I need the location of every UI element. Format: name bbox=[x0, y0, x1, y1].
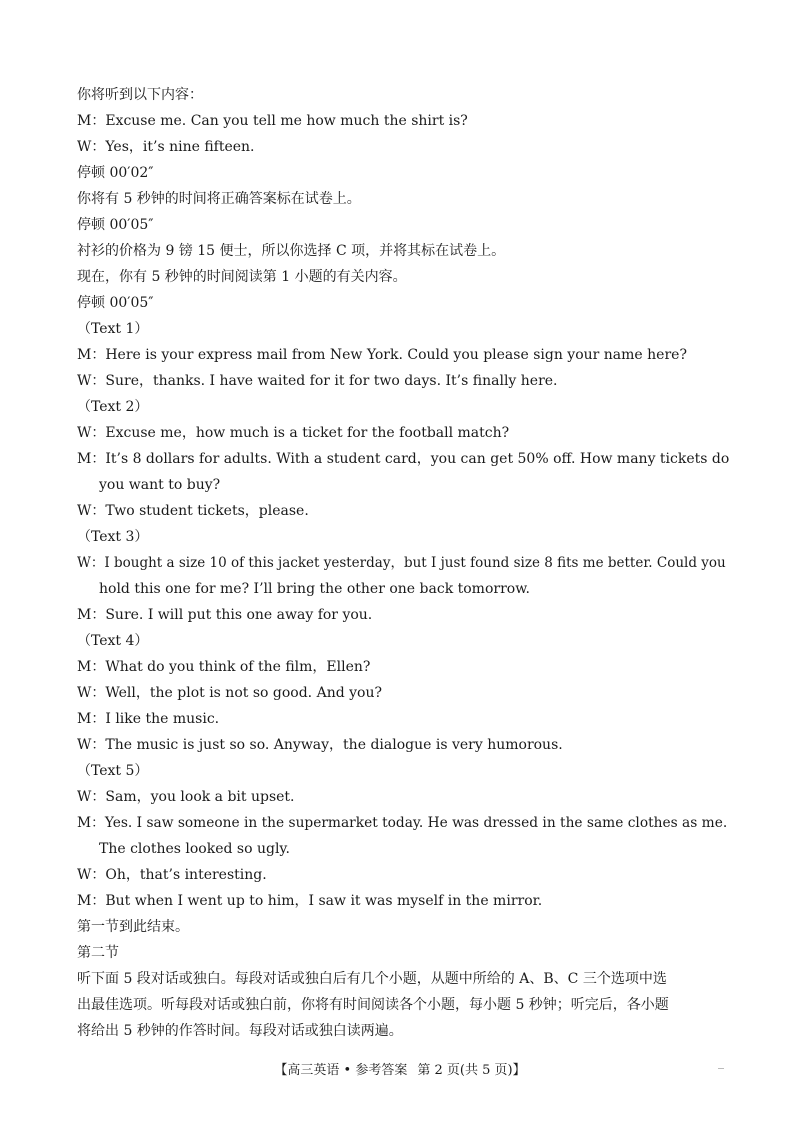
footer-title: 【高三英语 • 参考答案 bbox=[274, 1063, 408, 1078]
text-heading: （Text 3） bbox=[77, 529, 149, 545]
section-end-line: 第一节到此结束。 bbox=[77, 919, 189, 935]
dialogue-line: W：I bought a size 10 of this jacket yesterday，but I just found size 8 fits me better. Could you bbox=[77, 555, 726, 571]
example-dialogue-w: W：Yes，it’s nine fifteen. bbox=[77, 139, 255, 155]
dialogue-line: M：Yes. I saw someone in the supermarket today. He was dressed in the same clothes as me. bbox=[77, 815, 728, 831]
instruction-paragraph-line: 听下面 5 段对话或独白。每段对话或独白后有几个小题，从题中所给的 A、B、C 三个选项中选 bbox=[77, 971, 667, 987]
instruction-line: 现在，你有 5 秒钟的时间阅读第 1 小题的有关内容。 bbox=[77, 269, 407, 285]
section-heading: 第二节 bbox=[77, 945, 119, 961]
document-body bbox=[77, 82, 737, 1044]
dialogue-line: M：I like the music. bbox=[77, 711, 220, 727]
text-heading: （Text 2） bbox=[77, 399, 149, 415]
footer-page-number: 第 2 页(共 5 页)】 bbox=[417, 1063, 526, 1078]
page-footer bbox=[0, 1061, 800, 1081]
dialogue-continuation: hold this one for me? I’ll bring the other one back tomorrow. bbox=[99, 581, 530, 597]
dialogue-line: W：Well，the plot is not so good. And you? bbox=[77, 685, 382, 701]
dialogue-line: W：Oh，that’s interesting. bbox=[77, 867, 267, 883]
dialogue-line: W：Sure，thanks. I have waited for it for two days. It’s finally here. bbox=[77, 373, 558, 389]
dialogue-line: W：The music is just so so. Anyway，the dialogue is very humorous. bbox=[77, 737, 563, 753]
dialogue-line: W：Excuse me，how much is a ticket for the football match? bbox=[77, 425, 510, 441]
pause-line: 停顿 00′02″ bbox=[77, 165, 154, 181]
dialogue-line: M：But when I went up to him，I saw it was myself in the mirror. bbox=[77, 893, 543, 909]
dialogue-line: W：Two student tickets，please. bbox=[77, 503, 309, 519]
pause-line: 停顿 00′05″ bbox=[77, 295, 154, 311]
dialogue-continuation: you want to buy? bbox=[99, 477, 221, 493]
dialogue-line: M：What do you think of the film，Ellen? bbox=[77, 659, 371, 675]
dialogue-line: M：It’s 8 dollars for adults. With a student card，you can get 50% off. How many tickets do bbox=[77, 451, 730, 467]
text-heading: （Text 1） bbox=[77, 321, 149, 337]
pause-line: 停顿 00′05″ bbox=[77, 217, 154, 233]
dialogue-line: W：Sam，you look a bit upset. bbox=[77, 789, 295, 805]
dialogue-line: M：Sure. I will put this one away for you. bbox=[77, 607, 373, 623]
dialogue-line: M：Here is your express mail from New York. Could you please sign your name here? bbox=[77, 347, 687, 363]
page-mark bbox=[718, 1068, 724, 1069]
instruction-line: 你将有 5 秒钟的时间将正确答案标在试卷上。 bbox=[77, 191, 361, 207]
instruction-paragraph-line: 将给出 5 秒钟的作答时间。每段对话或独白读两遍。 bbox=[77, 1023, 403, 1039]
text-heading: （Text 4） bbox=[77, 633, 149, 649]
instruction-line: 衬衫的价格为 9 镑 15 便士，所以你选择 C 项，并将其标在试卷上。 bbox=[77, 243, 506, 259]
dialogue-continuation: The clothes looked so ugly. bbox=[99, 841, 290, 857]
instruction-paragraph-line: 出最佳选项。听每段对话或独白前，你将有时间阅读各个小题，每小题 5 秒钟；听完后，各小题 bbox=[77, 997, 669, 1013]
example-dialogue-m: M：Excuse me. Can you tell me how much the shirt is? bbox=[77, 113, 468, 129]
intro-line: 你将听到以下内容： bbox=[77, 87, 203, 103]
text-heading: （Text 5） bbox=[77, 763, 149, 779]
